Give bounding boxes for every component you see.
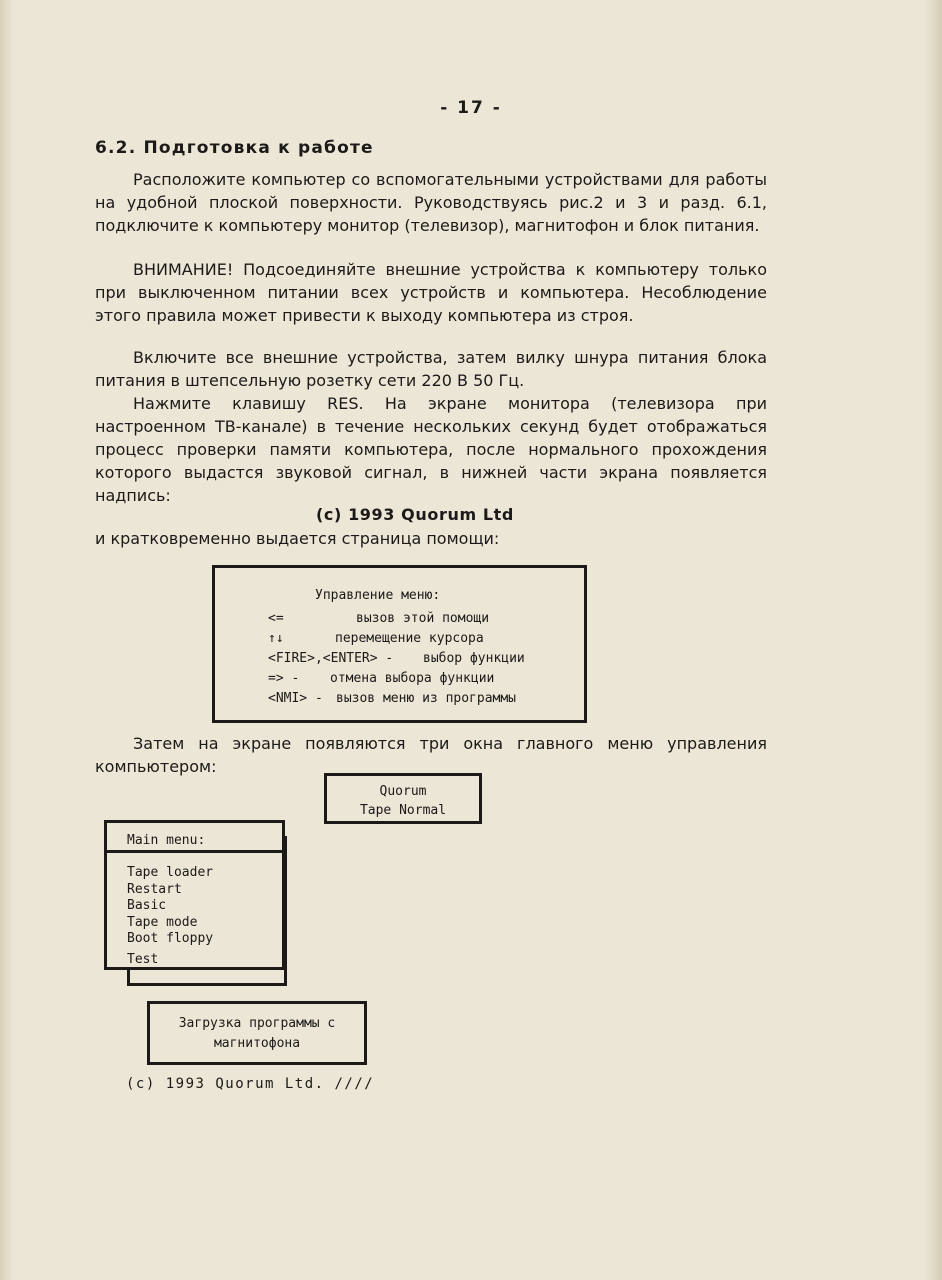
loading-line-2: магнитофона	[213, 1036, 301, 1051]
paragraph-setup	[95, 168, 767, 237]
paragraph-reset-text: Нажмите клавишу RES. На экране монитора (телевизора при настроенном ТВ-канале) в течение нескольких секунд будет отображаться процесс проверки памяти компьютера, после нормального прохождения которого выдастся звуковой сигнал, в нижней части экрана появляется надпись:	[95, 394, 767, 505]
bottom-copyright: (c) 1993 Quorum Ltd. ////	[126, 1076, 375, 1092]
main-menu-title: Main menu:	[107, 823, 282, 853]
help-key: <NMI> -	[268, 691, 323, 706]
help-row	[268, 671, 495, 686]
help-key: ↑↓	[268, 631, 284, 646]
paragraph-warning-text: ВНИМАНИЕ! Подсоединяйте внешние устройства к компьютеру только при выключенном питании всех устройств и компьютера. Несоблюдение этого правила может привести к выходу компьютера из строя.	[95, 260, 767, 325]
paragraph-help-intro-text: и кратковременно выдается страница помощи:	[95, 529, 500, 548]
menu-item-restart: Restart	[127, 881, 182, 897]
page-edge-shadow-left	[0, 0, 14, 1280]
paragraph-main-menu-intro-text: Затем на экране появляются три окна главного меню управления компьютером:	[95, 734, 767, 776]
help-key: <FIRE>,<ENTER> -	[268, 651, 394, 666]
help-key: => -	[268, 671, 300, 686]
paragraph-reset	[95, 392, 767, 507]
help-desc: вызов этой помощи	[356, 611, 490, 626]
help-row	[268, 611, 490, 626]
page-edge-shadow-right	[924, 0, 942, 1280]
help-desc: вызов меню из программы	[336, 691, 517, 706]
paragraph-help-intro	[95, 527, 767, 550]
help-desc: выбор функции	[423, 651, 525, 666]
help-key: <=	[268, 611, 284, 626]
help-desc: отмена выбора функции	[330, 671, 495, 686]
help-screen-window	[212, 565, 587, 723]
menu-item-boot-floppy: Boot floppy	[127, 931, 214, 946]
section-title: 6.2. Подготовка к работе	[95, 138, 374, 158]
menu-item-test: Test	[127, 951, 159, 967]
help-row	[268, 691, 517, 706]
loading-window	[147, 1001, 367, 1065]
quorum-status-window	[324, 773, 482, 824]
menu-item-tape-loader: Tape loader	[127, 865, 214, 880]
copyright-notice: (c) 1993 Quorum Ltd	[316, 505, 514, 524]
paragraph-power-text: Включите все внешние устройства, затем вилку шнура питания блока питания в штепсельную розетку сети 220 В 50 Гц.	[95, 348, 767, 390]
menu-item-basic: Basic	[127, 898, 167, 913]
tape-mode-status: Tape Normal	[359, 803, 447, 818]
help-screen-title: Управление меню:	[315, 588, 441, 603]
main-menu-list	[127, 865, 213, 968]
help-row	[268, 631, 484, 646]
paragraph-main-menu-intro	[95, 732, 767, 778]
main-menu-window	[104, 820, 285, 970]
quorum-title: Quorum	[379, 784, 427, 799]
paragraph-power	[95, 346, 767, 392]
help-desc: перемещение курсора	[335, 631, 484, 646]
paragraph-setup-text: Расположите компьютер со вспомогательными устройствами для работы на удобной плоской поверхности. Руководствуясь рис.2 и 3 и разд. 6.1, подключите к компьютеру монитор (телевизор), магнитофон и блок питания.	[95, 170, 767, 235]
paragraph-warning	[95, 258, 767, 327]
page-number: - 17 -	[440, 98, 502, 118]
loading-line-1: Загрузка программы с	[178, 1016, 336, 1031]
help-row	[268, 651, 525, 666]
menu-item-tape-mode: Tape mode	[127, 914, 198, 930]
